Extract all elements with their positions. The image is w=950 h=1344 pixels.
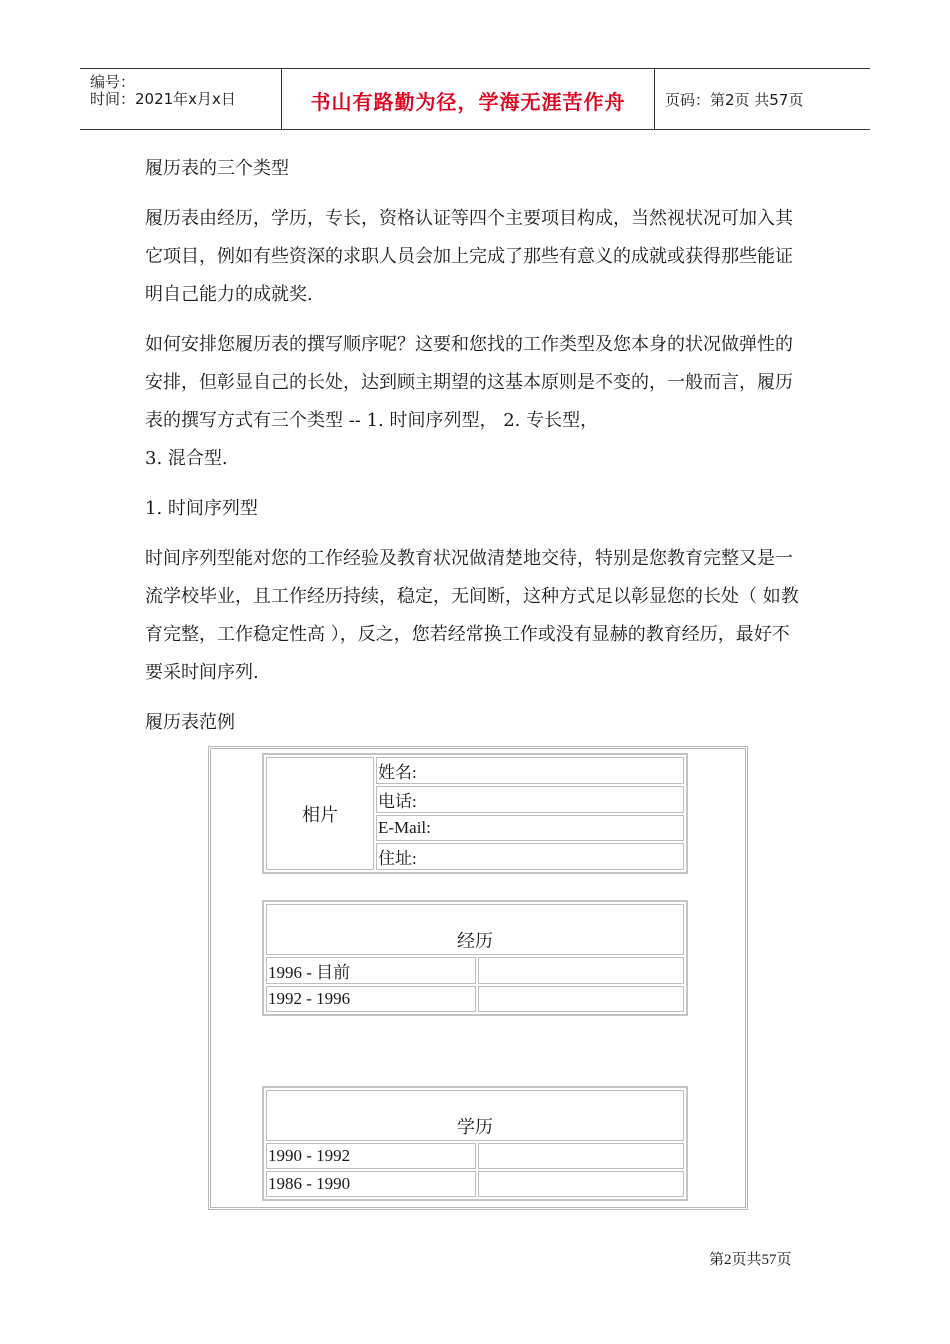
- paragraph-2-end: 3. 混合型.: [145, 448, 228, 469]
- page-footer: 第2页共57页: [709, 1252, 792, 1268]
- time-label: 时间：2021年x月x日: [90, 90, 236, 108]
- experience-row-2-detail: [478, 986, 684, 1012]
- education-row-2-detail: [478, 1171, 684, 1197]
- subsection-title: 1. 时间序列型: [145, 498, 258, 519]
- page-header: [80, 68, 870, 130]
- education-row-1-period: 1990 - 1992: [266, 1143, 476, 1169]
- experience-heading: 经历: [266, 904, 684, 955]
- photo-cell: 相片: [266, 757, 374, 870]
- phone-field: 电话:: [376, 786, 684, 813]
- experience-row-2-period: 1992 - 1996: [266, 986, 476, 1012]
- section-title: 履历表的三个类型: [145, 158, 289, 179]
- education-heading: 学历: [266, 1090, 684, 1141]
- paragraph-1: 履历表由经历，学历，专长，资格认证等四个主要项目构成，当然视状况可加入其它项目，例如有些资深的求职人员会加上完成了那些有意义的成就或获得那些能证明自己能力的成就奖.: [145, 208, 793, 305]
- serial-label: 编号：: [90, 73, 136, 91]
- header-meta: [80, 69, 282, 129]
- education-row-1-detail: [478, 1143, 684, 1169]
- header-page-cell: [655, 69, 869, 129]
- document-body: [145, 150, 805, 754]
- education-row-2-period: 1986 - 1990: [266, 1171, 476, 1197]
- header-page-info: 页码：第2页 共57页: [665, 91, 804, 109]
- experience-row-1-detail: [478, 957, 684, 984]
- personal-info-table: [262, 753, 688, 874]
- experience-table: [262, 900, 688, 1016]
- education-table: [262, 1086, 688, 1201]
- paragraph-3: 时间序列型能对您的工作经验及教育状况做清楚地交待，特别是您教育完整又是一流学校毕业，且工作经历持续，稳定，无间断，这种方式足以彰显您的长处（ 如教育完整，工作稳定性高 ），反之，您若经常换工作或没有显赫的教育经历，最好不要采时间序列.: [145, 548, 799, 683]
- header-motto-cell: [282, 69, 655, 129]
- example-title: 履历表范例: [145, 712, 235, 733]
- motto: 书山有路勤为径，学海无涯苦作舟: [310, 90, 626, 114]
- paragraph-2: 如何安排您履历表的撰写顺序呢？这要和您找的工作类型及您本身的状况做弹性的安排，但彰显自己的长处，达到顾主期望的这基本原则是不变的，一般而言，履历表的撰写方式有三个类型 -- 1. 时间序列型， 2. 专长型，: [145, 334, 793, 431]
- experience-row-1-period: 1996 - 目前: [266, 957, 476, 984]
- email-field: E-Mail:: [376, 815, 684, 841]
- name-field: 姓名:: [376, 757, 684, 784]
- address-field: 住址:: [376, 843, 684, 870]
